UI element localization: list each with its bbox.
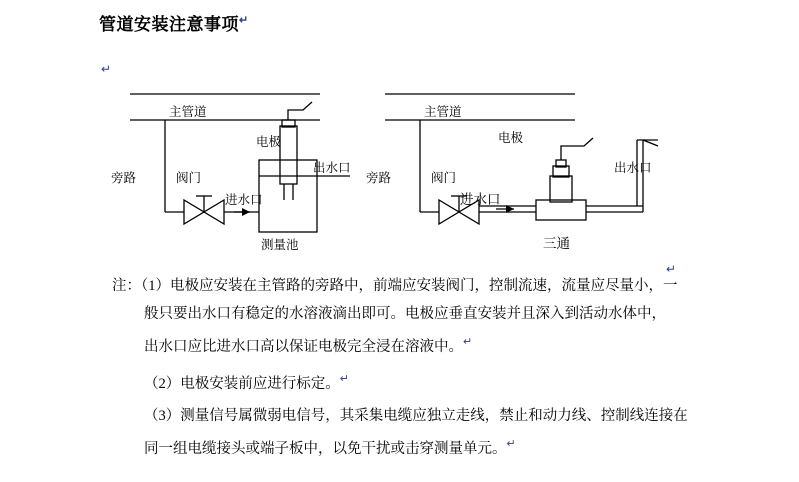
label-tee: 三通: [543, 236, 570, 251]
label-measuring-cell: 测量池: [261, 238, 299, 252]
paragraph-mark-icon: ↵: [506, 437, 516, 450]
label-valve-right: 阀门: [431, 171, 457, 185]
notes-block: [112, 272, 712, 466]
note-text: 般只要出水口有稳定的水溶液滴出即可。电极应垂直安装并且深入到活动水体中，: [144, 306, 666, 322]
note-item: [112, 272, 712, 361]
note-text: 电极安装前应进行标定。: [180, 375, 340, 392]
note-item: [112, 365, 712, 398]
label-bypass-left: 旁路: [111, 171, 137, 185]
label-outlet-left: 出水口: [313, 161, 351, 175]
label-bypass-right: 旁路: [366, 171, 392, 185]
label-main-pipe-left: 主管道: [169, 105, 207, 119]
note-text: 测量信号属微弱电信号，其采集电缆应独立走线，禁止和动力线、控制线连接在: [180, 407, 688, 424]
installation-diagram: [98, 80, 698, 260]
label-main-pipe-right: 主管道: [424, 105, 462, 119]
note-number: （3）: [144, 407, 181, 424]
note-text: 电极应安装在主管路的旁路中，前端应安装阀门，控制流速，流量应尽量小，一: [170, 278, 678, 294]
note-text: 同一组电缆接头或端子板中，以免干扰或击穿测量单元。: [144, 440, 507, 457]
label-electrode-left: 电极: [256, 135, 282, 149]
notes-label: 注：: [112, 278, 141, 294]
note-number: （1）: [141, 278, 170, 294]
note-text: 出水口应比进水口高以保证电极完全浸在溶液中。: [144, 338, 463, 355]
label-outlet-right: 出水口: [614, 161, 652, 175]
paragraph-mark-icon: ↵: [339, 372, 349, 385]
page-title: 管道安装注意事项↵: [99, 14, 249, 34]
note-item: [112, 402, 712, 463]
paragraph-mark-icon: ↵: [101, 62, 112, 76]
label-inlet-left: 进水口: [225, 193, 263, 207]
label-valve-left: 阀门: [176, 171, 202, 185]
label-inlet-right: 进水口: [460, 192, 501, 207]
paragraph-mark-icon: ↵: [239, 14, 249, 27]
paragraph-mark-icon: ↵: [463, 336, 473, 348]
note-number: （2）: [144, 375, 181, 392]
paragraph-mark-icon: ↵: [666, 262, 677, 276]
label-electrode-right: 电极: [498, 131, 524, 145]
